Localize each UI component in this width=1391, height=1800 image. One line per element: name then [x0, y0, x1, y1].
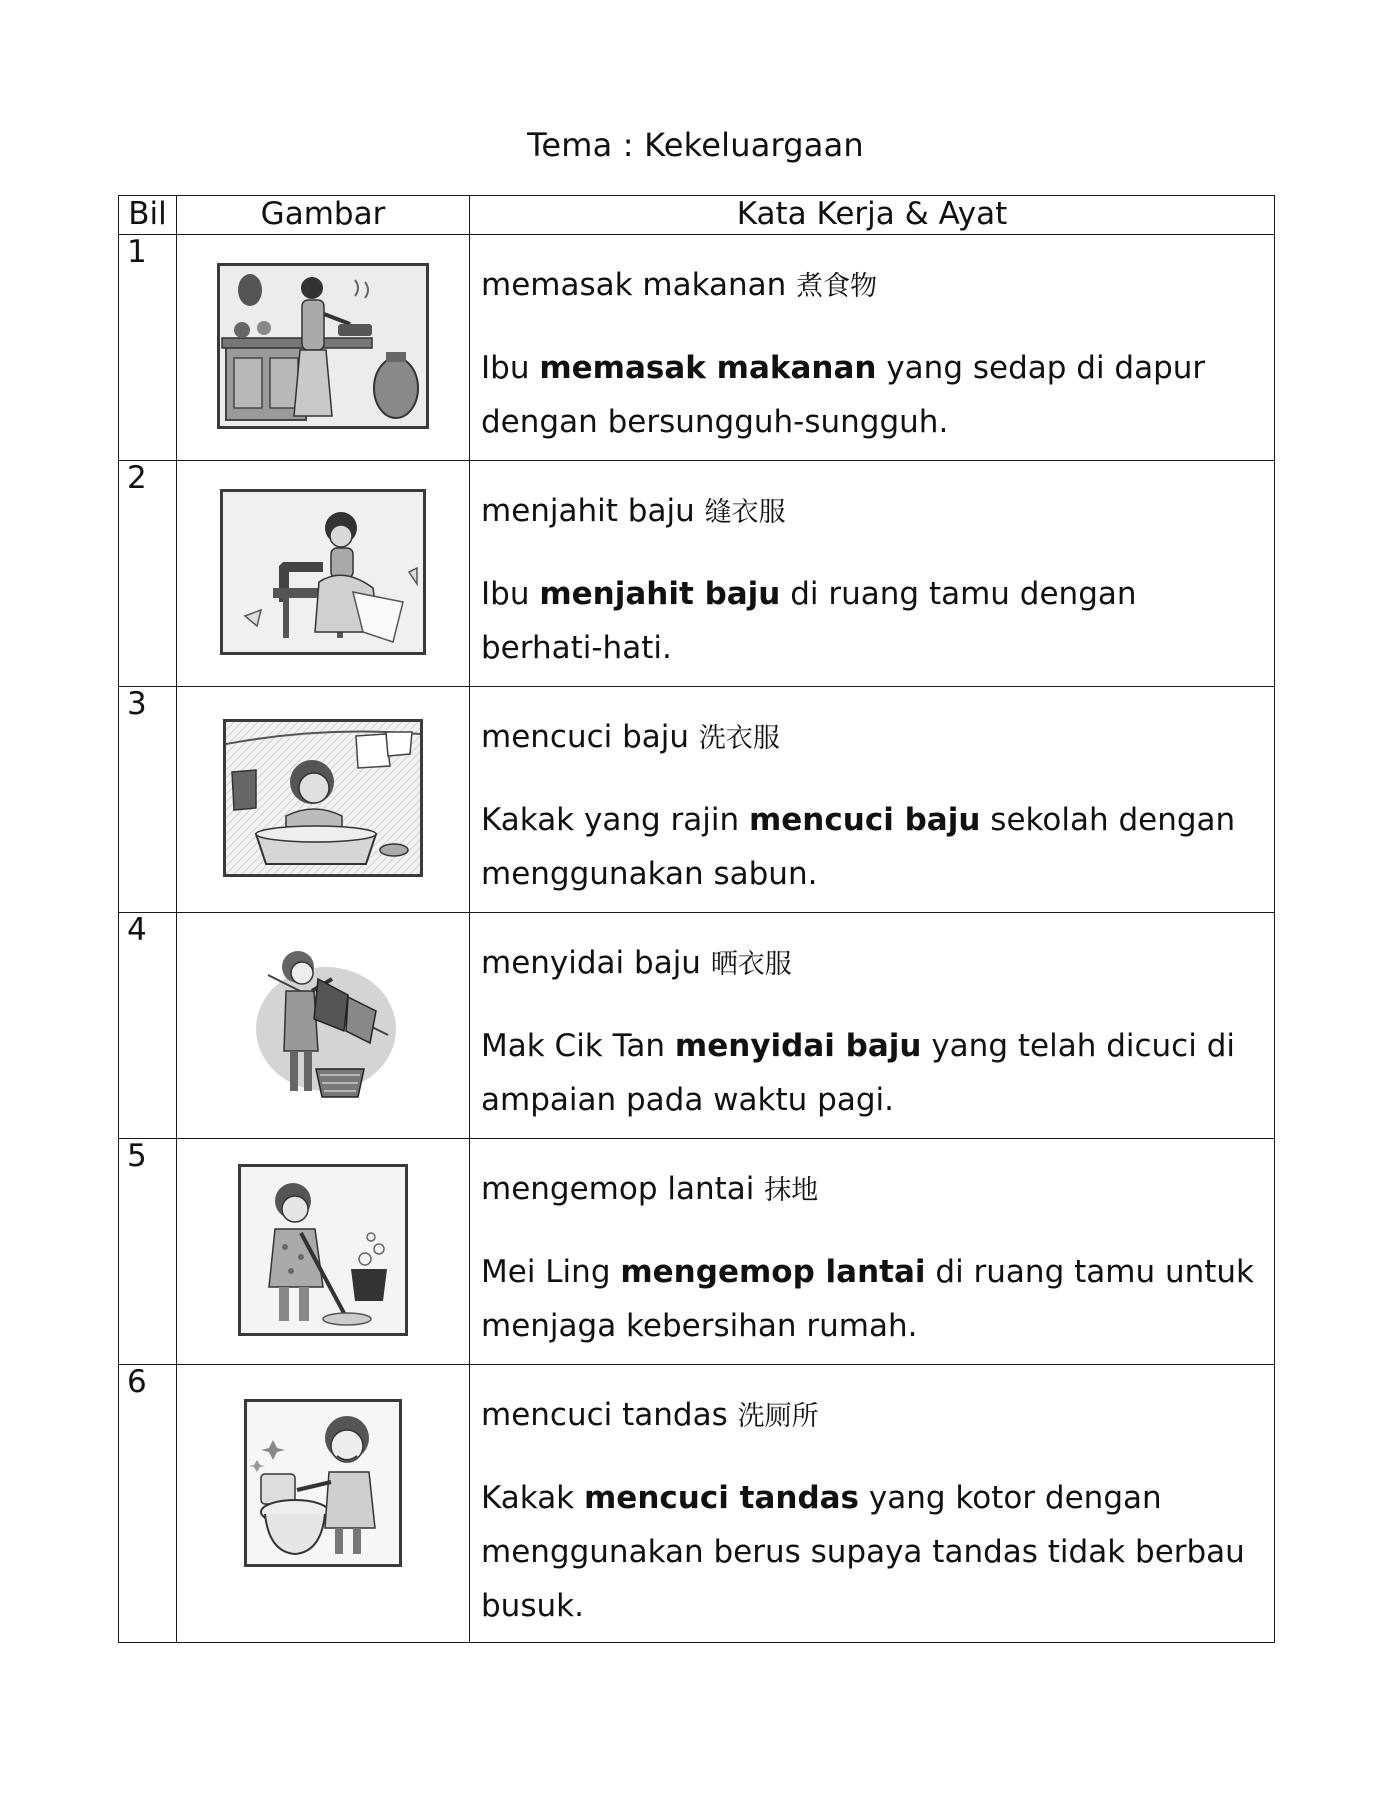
page-title: Tema : Kekeluargaan: [527, 126, 864, 164]
picture-cell: [177, 913, 470, 1139]
verb-text: menjahit baju: [481, 493, 695, 529]
verb-phrase: [481, 1169, 1254, 1211]
sentence-cell: [470, 687, 1275, 913]
verb-text: mencuci tandas: [481, 1397, 728, 1433]
picture-cell: [177, 1365, 470, 1643]
table-row: [119, 1139, 1275, 1365]
picture-cell: [177, 687, 470, 913]
chinese-translation: 洗衣服: [698, 723, 780, 754]
sentence-cell: [470, 1365, 1275, 1643]
bold-verb: mencuci baju: [748, 802, 981, 838]
verb-phrase: [481, 717, 1254, 759]
verb-phrase: [481, 943, 1254, 985]
example-sentence: Mei Ling mengemop lantai di ruang tamu untuk menjaga kebersihan rumah.: [481, 1254, 1254, 1344]
verb-text: memasak makanan: [481, 267, 787, 303]
chinese-translation: 缝衣服: [704, 497, 786, 528]
sentence-cell: [470, 461, 1275, 687]
chinese-translation: 晒衣服: [710, 949, 792, 980]
example-sentence: Kakak mencuci tandas yang kotor dengan menggunakan berus supaya tandas tidak berbau busuk.: [481, 1480, 1245, 1624]
row-number: 1: [119, 235, 177, 461]
header-ayat: Kata Kerja & Ayat: [470, 196, 1275, 235]
table-row: [119, 687, 1275, 913]
bold-verb: memasak makanan: [539, 350, 877, 386]
table-row: [119, 913, 1275, 1139]
table-row: [119, 1365, 1275, 1643]
verb-phrase: [481, 491, 1254, 533]
verb-text: menyidai baju: [481, 945, 701, 981]
table-row: [119, 461, 1275, 687]
row-number: 6: [119, 1365, 177, 1643]
bold-verb: menyidai baju: [674, 1028, 922, 1064]
verb-phrase: [481, 265, 1254, 307]
sentence-cell: [470, 1139, 1275, 1365]
sentence-cell: [470, 235, 1275, 461]
header-gambar: Gambar: [177, 196, 470, 235]
chinese-translation: 煮食物: [796, 271, 878, 302]
woman-cooking-icon: [217, 263, 429, 429]
row-number: 4: [119, 913, 177, 1139]
vocab-table: [118, 195, 1275, 1643]
verb-text: mencuci baju: [481, 719, 690, 755]
row-number: 5: [119, 1139, 177, 1365]
picture-cell: [177, 1139, 470, 1365]
header-bil: Bil: [119, 196, 177, 235]
girl-mopping-icon: [238, 1164, 408, 1336]
verb-text: mengemop lantai: [481, 1171, 755, 1207]
example-sentence: Ibu menjahit baju di ruang tamu dengan berhati-hati.: [481, 576, 1137, 666]
example-sentence: Ibu memasak makanan yang sedap di dapur dengan bersungguh-sungguh.: [481, 350, 1206, 440]
woman-hanging-clothes-icon: [248, 939, 398, 1109]
picture-cell: [177, 461, 470, 687]
row-number: 3: [119, 687, 177, 913]
girl-cleaning-toilet-icon: [244, 1399, 402, 1567]
woman-sewing-icon: [220, 489, 426, 655]
verb-phrase: [481, 1395, 1254, 1437]
example-sentence: Kakak yang rajin mencuci baju sekolah dengan menggunakan sabun.: [481, 802, 1236, 892]
sentence-cell: [470, 913, 1275, 1139]
table-header-row: [119, 196, 1275, 235]
bold-verb: mencuci tandas: [584, 1480, 860, 1516]
row-number: 2: [119, 461, 177, 687]
table-row: [119, 235, 1275, 461]
chinese-translation: 洗厕所: [737, 1401, 819, 1432]
picture-cell: [177, 235, 470, 461]
bold-verb: mengemop lantai: [620, 1254, 926, 1290]
bold-verb: menjahit baju: [539, 576, 781, 612]
example-sentence: Mak Cik Tan menyidai baju yang telah dicuci di ampaian pada waktu pagi.: [481, 1028, 1235, 1118]
chinese-translation: 抹地: [764, 1175, 819, 1206]
girl-washing-clothes-icon: [223, 719, 423, 877]
